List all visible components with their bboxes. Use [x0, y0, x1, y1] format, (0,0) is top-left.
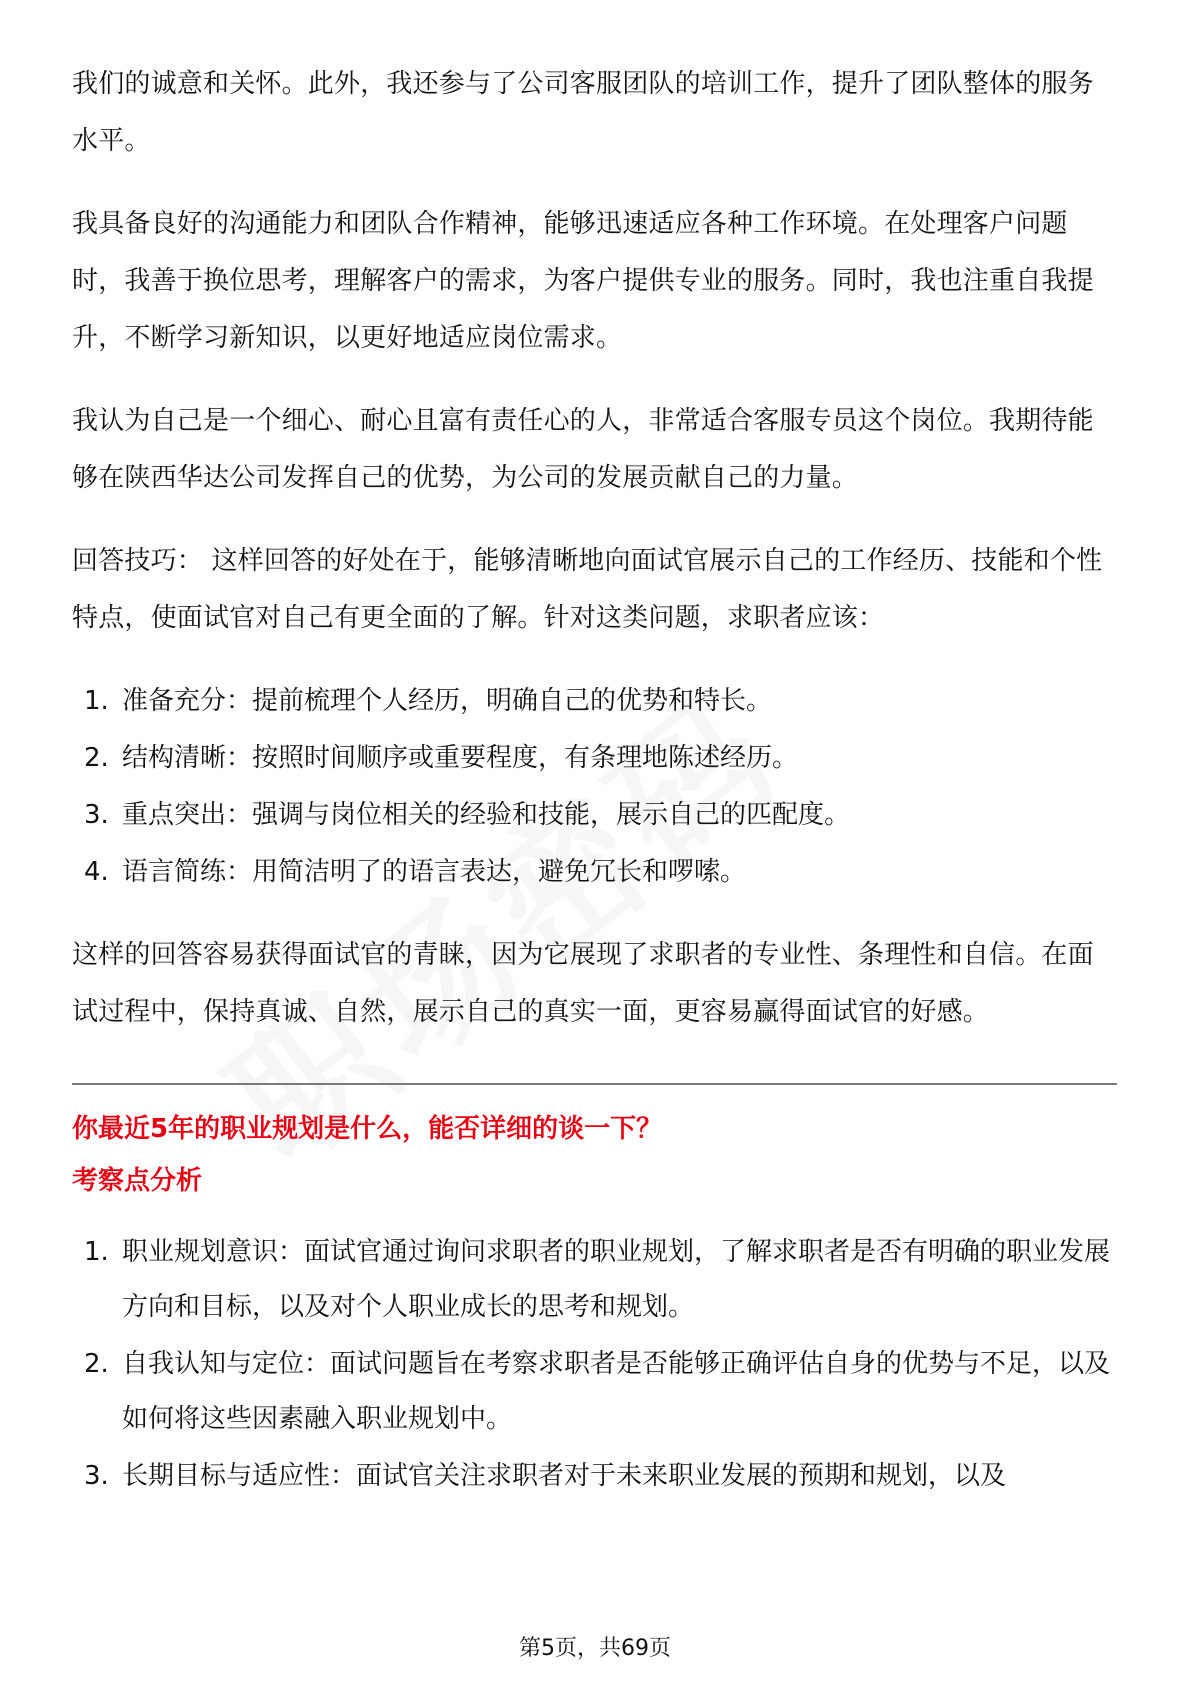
list-item — [72, 1449, 1117, 1504]
list-item-text: 语言简练：用简洁明了的语言表达，避免冗长和啰嗦。 — [122, 857, 747, 887]
paragraph-1: 我们的诚意和关怀。此外，我还参与了公司客服团队的培训工作，提升了团队整体的服务水平。 — [72, 69, 1094, 156]
paragraph-3: 我认为自己是一个细心、耐心且富有责任心的人，非常适合客服专员这个岗位。我期待能够在陕西华达公司发挥自己的优势，为公司的发展贡献自己的力量。 — [72, 406, 1094, 493]
list-number: 3. — [84, 1461, 109, 1491]
list-item — [72, 1225, 1117, 1335]
page-footer: 第5页，共69页 — [519, 1636, 671, 1661]
section-heading: 考察点分析 — [72, 1166, 203, 1196]
list-item-text: 长期目标与适应性：面试官关注求职者对于未来职业发展的预期和规划，以及 — [122, 1461, 1007, 1491]
section-divider — [72, 1083, 1117, 1085]
paragraph-answer-tips: 回答技巧： 这样回答的好处在于，能够清晰地向面试官展示自己的工作经历、技能和个性特点，使面试官对自己有更全面的了解。针对这类问题，求职者应该： — [72, 546, 1103, 633]
list-number: 1. — [84, 1237, 109, 1267]
tips-list — [72, 673, 1117, 901]
list-number: 4. — [84, 857, 109, 887]
list-item — [72, 673, 1117, 730]
list-item — [72, 844, 1117, 901]
list-number: 2. — [84, 743, 109, 773]
list-item — [72, 1337, 1117, 1447]
list-number: 3. — [84, 800, 109, 830]
list-item-text: 职业规划意识：面试官通过询问求职者的职业规划，了解求职者是否有明确的职业发展方向和目标，以及对个人职业成长的思考和规划。 — [122, 1237, 1111, 1322]
document-page — [72, 56, 1117, 1506]
list-item — [72, 730, 1117, 787]
analysis-list — [72, 1225, 1117, 1504]
list-number: 1. — [84, 686, 109, 716]
paragraph-conclusion: 这样的回答容易获得面试官的青睐，因为它展现了求职者的专业性、条理性和自信。在面试过程中，保持真诚、自然，展示自己的真实一面，更容易赢得面试官的好感。 — [72, 940, 1094, 1027]
list-item — [72, 787, 1117, 844]
paragraph-2: 我具备良好的沟通能力和团队合作精神，能够迅速适应各种工作环境。在处理客户问题时，我善于换位思考，理解客户的需求，为客户提供专业的服务。同时，我也注重自我提升，不断学习新知识，以更好地适应岗位需求。 — [72, 209, 1094, 353]
list-number: 2. — [84, 1349, 109, 1379]
question-title: 你最近5年的职业规划是什么，能否详细的谈一下？ — [72, 1114, 663, 1144]
list-item-text: 自我认知与定位：面试问题旨在考察求职者是否能够正确评估自身的优势与不足，以及如何将这些因素融入职业规划中。 — [122, 1349, 1111, 1434]
list-item-text: 结构清晰：按照时间顺序或重要程度，有条理地陈述经历。 — [122, 743, 799, 773]
list-item-text: 重点突出：强调与岗位相关的经验和技能，展示自己的匹配度。 — [122, 800, 851, 830]
list-item-text: 准备充分：提前梳理个人经历，明确自己的优势和特长。 — [122, 686, 773, 716]
